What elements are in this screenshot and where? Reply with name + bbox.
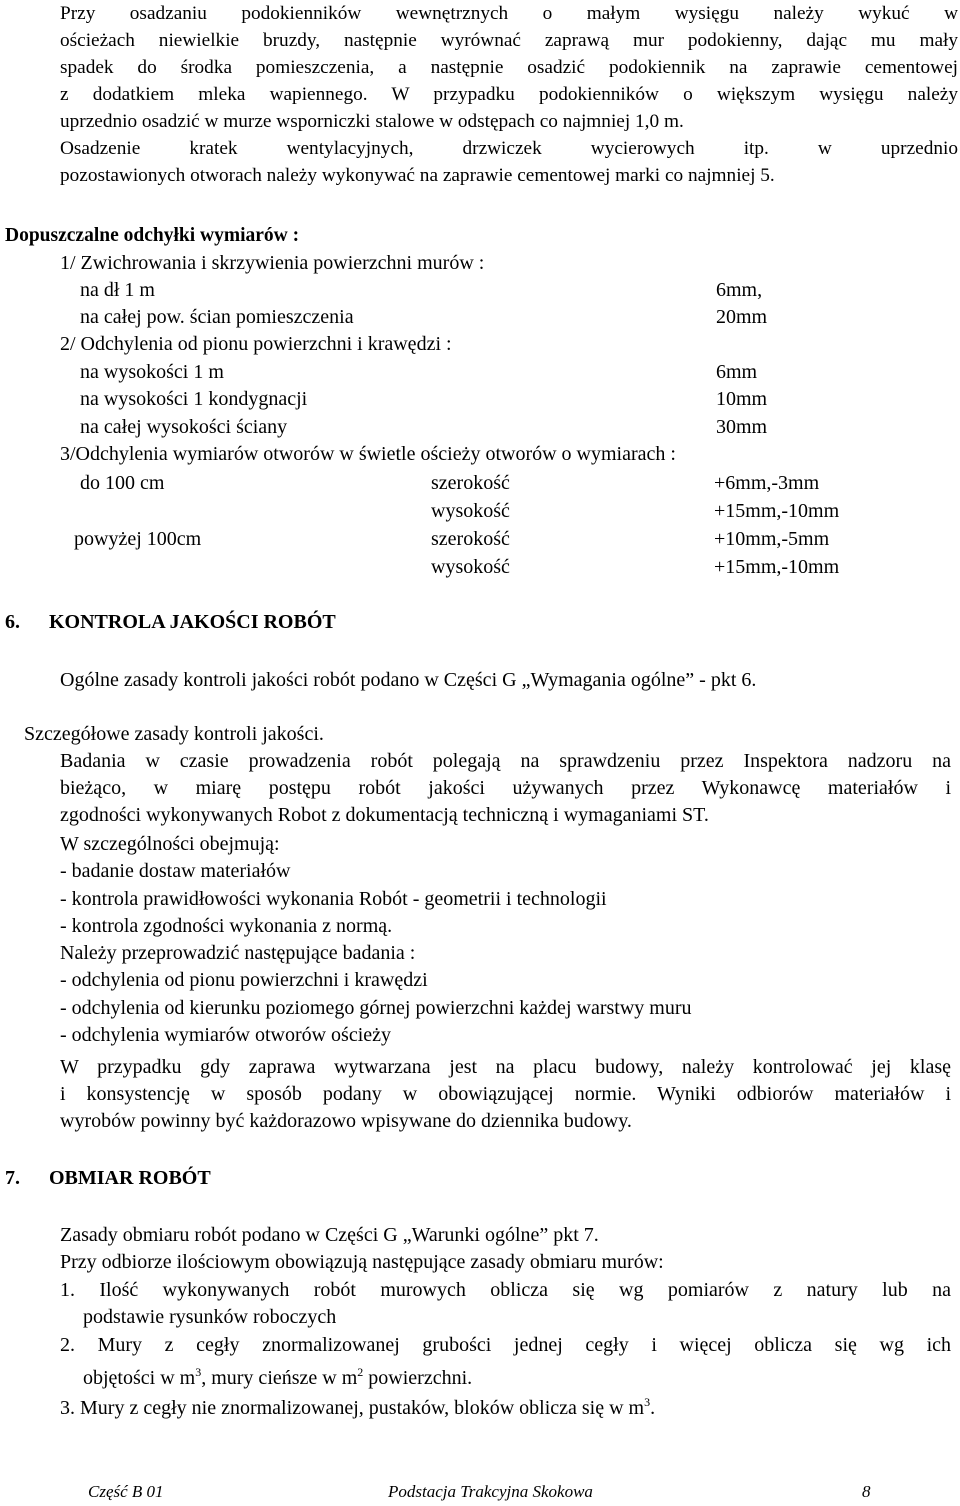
text-line: 3. Mury z cegły nie znormalizowanej, pustaków, bloków oblicza się w $m^3$.	[60, 1395, 656, 1419]
text-line: bieżąco, w miarę postępu robót jakości używanych przez Wykonawcę materiałów i	[60, 777, 951, 799]
text-line: z dodatkiem mleka wapiennego. W przypadku podokienników o większym wysięgu należy	[60, 84, 958, 105]
text-line: 2. Mury z cegły znormalizowanej grubości jednej cegły i więcej oblicza się wg ich	[60, 1334, 951, 1356]
section-6-paragraph-2	[60, 1054, 951, 1135]
section-6-checklist	[60, 831, 691, 1049]
page-number: 8	[862, 1482, 871, 1501]
text-line: wyrobów powinny być każdorazowo wpisywane do dziennika budowy.	[60, 1110, 632, 1132]
text-line: W przypadku gdy zaprawa wytwarzana jest na placu budowy, należy kontrolować jej klasę	[60, 1056, 951, 1078]
section-6-paragraph-1	[60, 748, 951, 829]
section-6-title: KONTROLA JAKOŚCI ROBÓT	[49, 611, 336, 633]
list-item: Należy przeprowadzić następujące badania :	[60, 942, 416, 965]
list-item: - odchylenia od kierunku poziomego górnej powierzchni każdej warstwy muru	[60, 996, 692, 1019]
section-7-item-1	[60, 1277, 951, 1331]
list-item: - kontrola prawidłowości wykonania Robót - geometrii i technologii	[60, 887, 607, 910]
tolerances-heading: Dopuszczalne odchyłki wymiarów :	[5, 225, 300, 246]
intro-paragraph	[60, 0, 958, 189]
text-line: pozostawionych otworach należy wykonywać na zaprawie cementowej marki co najmniej 5.	[60, 165, 775, 186]
list-item: - odchylenia od pionu powierzchni i krawędzi	[60, 969, 428, 992]
footer-left: Część B 01	[88, 1482, 164, 1501]
section-7-title: OBMIAR ROBÓT	[49, 1167, 211, 1189]
footer-center: Podstacja Trakcyjna Skokowa	[388, 1482, 593, 1501]
text-line: Przy osadzaniu podokienników wewnętrznych o małym wysięgu należy wykuć w	[60, 3, 958, 24]
text-line: Badania w czasie prowadzenia robót polegają na sprawdzeniu przez Inspektora nadzoru na	[60, 750, 951, 772]
list-item: - badanie dostaw materiałów	[60, 860, 291, 883]
section-7-number: 7.	[5, 1167, 20, 1189]
text-line: zgodności wykonywanych Robot z dokumentacją techniczną i wymaganiami ST.	[60, 804, 709, 826]
text-line: Osadzenie kratek wentylacyjnych, drzwiczek wycierowych itp. w uprzednio	[60, 138, 958, 159]
list-item: W szczególności obejmują:	[60, 833, 280, 855]
text-line: ościeżach niewielkie bruzdy, następnie wyrównać zaprawą mur podokienny, dając mu mały	[60, 30, 958, 51]
text-line: uprzednio osadzić w murze wsporniczki stalowe w odstępach co najmniej 1,0 m.	[60, 111, 684, 132]
text-line: Przy odbiorze ilościowym obowiązują następujące zasady obmiaru murów:	[60, 1251, 664, 1273]
text-line: podstawie rysunków roboczych	[83, 1306, 337, 1328]
text-line: i konsystencję w sposób podany w obowiązującej normie. Wyniki odbiorów materiałów i	[60, 1083, 951, 1105]
text-line: 1. Ilość wykonywanych robót murowych oblicza się wg pomiarów z natury lub na	[60, 1279, 951, 1301]
text-line: Zasady obmiaru robót podano w Części G „Warunki ogólne” pkt 7.	[60, 1224, 599, 1246]
list-item: - kontrola zgodności wykonania z normą.	[60, 914, 393, 937]
section-6-number: 6.	[5, 611, 20, 633]
section-7-item-2	[60, 1332, 951, 1392]
text-line: objętości w $m^3$, mury cieńsze w $m^2$ powierzchni.	[83, 1365, 473, 1389]
section-7-item-3	[60, 1389, 655, 1422]
list-item: - odchylenia wymiarów otworów ościeży	[60, 1024, 392, 1047]
text-line: spadek do środka pomieszczenia, a następnie osadzić podokiennik na zaprawie cementowej	[60, 57, 958, 78]
section-7-intro	[60, 1222, 664, 1276]
